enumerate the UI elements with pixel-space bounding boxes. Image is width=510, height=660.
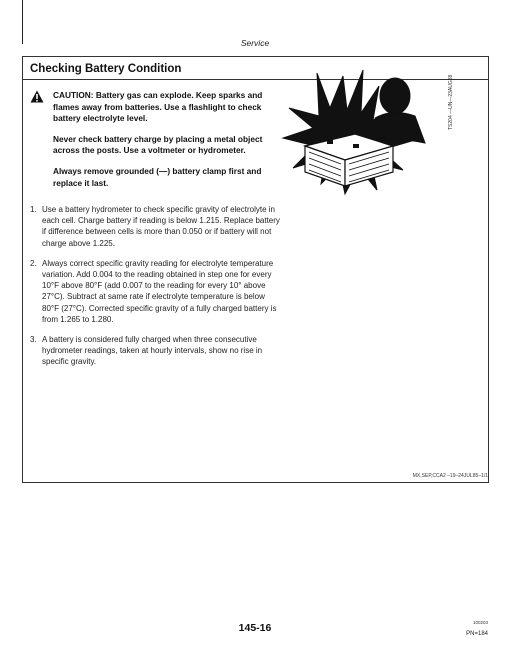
step-number: 2. (30, 258, 37, 268)
caution-block (53, 90, 273, 198)
footer-code: 100203 (472, 620, 488, 625)
warning-icon (30, 90, 44, 103)
step-text: Use a battery hydrometer to check specific gravity of electrolyte in each cell. Charge battery if reading is below 1.215. Replace battery if difference between cells is more than 0.050 or if battery will not charge above 1.225. (42, 205, 280, 248)
step-text: A battery is considered fully charged when three consecutive hydrometer readings, taken at hourly intervals, show no rise in specific gravity. (42, 335, 263, 367)
page-header-title: Service (240, 38, 270, 48)
page-number: 145-16 (238, 622, 272, 634)
image-reference-code: TS204 —UN—23AUG88 (448, 74, 454, 130)
caution-text-2: Never check battery charge by placing a metal object across the posts. Use a voltmeter or hydrometer. (53, 133, 263, 156)
step-number: 3. (30, 335, 37, 345)
step-text: Always correct specific gravity reading for electrolyte temperature variation. Add 0.004 to the reading obtained in step one for every 10°F above 80°F (add 0.007 to the reading for every 10° above 27°C). Subtract at same rate if electrolyte temperature is below 80°F (27°C). Corrected specific gravity of a fully charged battery is from 1.265 to 1.280. (42, 258, 277, 324)
document-reference: MX,SEP,CCA2 –19–24JUL85–1/1 (412, 473, 488, 479)
list-item (30, 334, 280, 368)
procedure-steps (30, 204, 280, 377)
footer-pn: PN=184 (466, 631, 488, 637)
step-number: 1. (30, 205, 37, 214)
list-item (30, 204, 280, 249)
caution-text-1: CAUTION: Battery gas can explode. Keep sparks and flames away from batteries. Use a flashlight to check battery electrolyte level. (53, 90, 263, 124)
list-item (30, 258, 280, 325)
battery-explosion-illustration (275, 68, 453, 198)
caution-text-3: Always remove grounded (—) battery clamp first and replace it last. (53, 165, 262, 188)
section-title: Checking Battery Condition (30, 63, 182, 75)
